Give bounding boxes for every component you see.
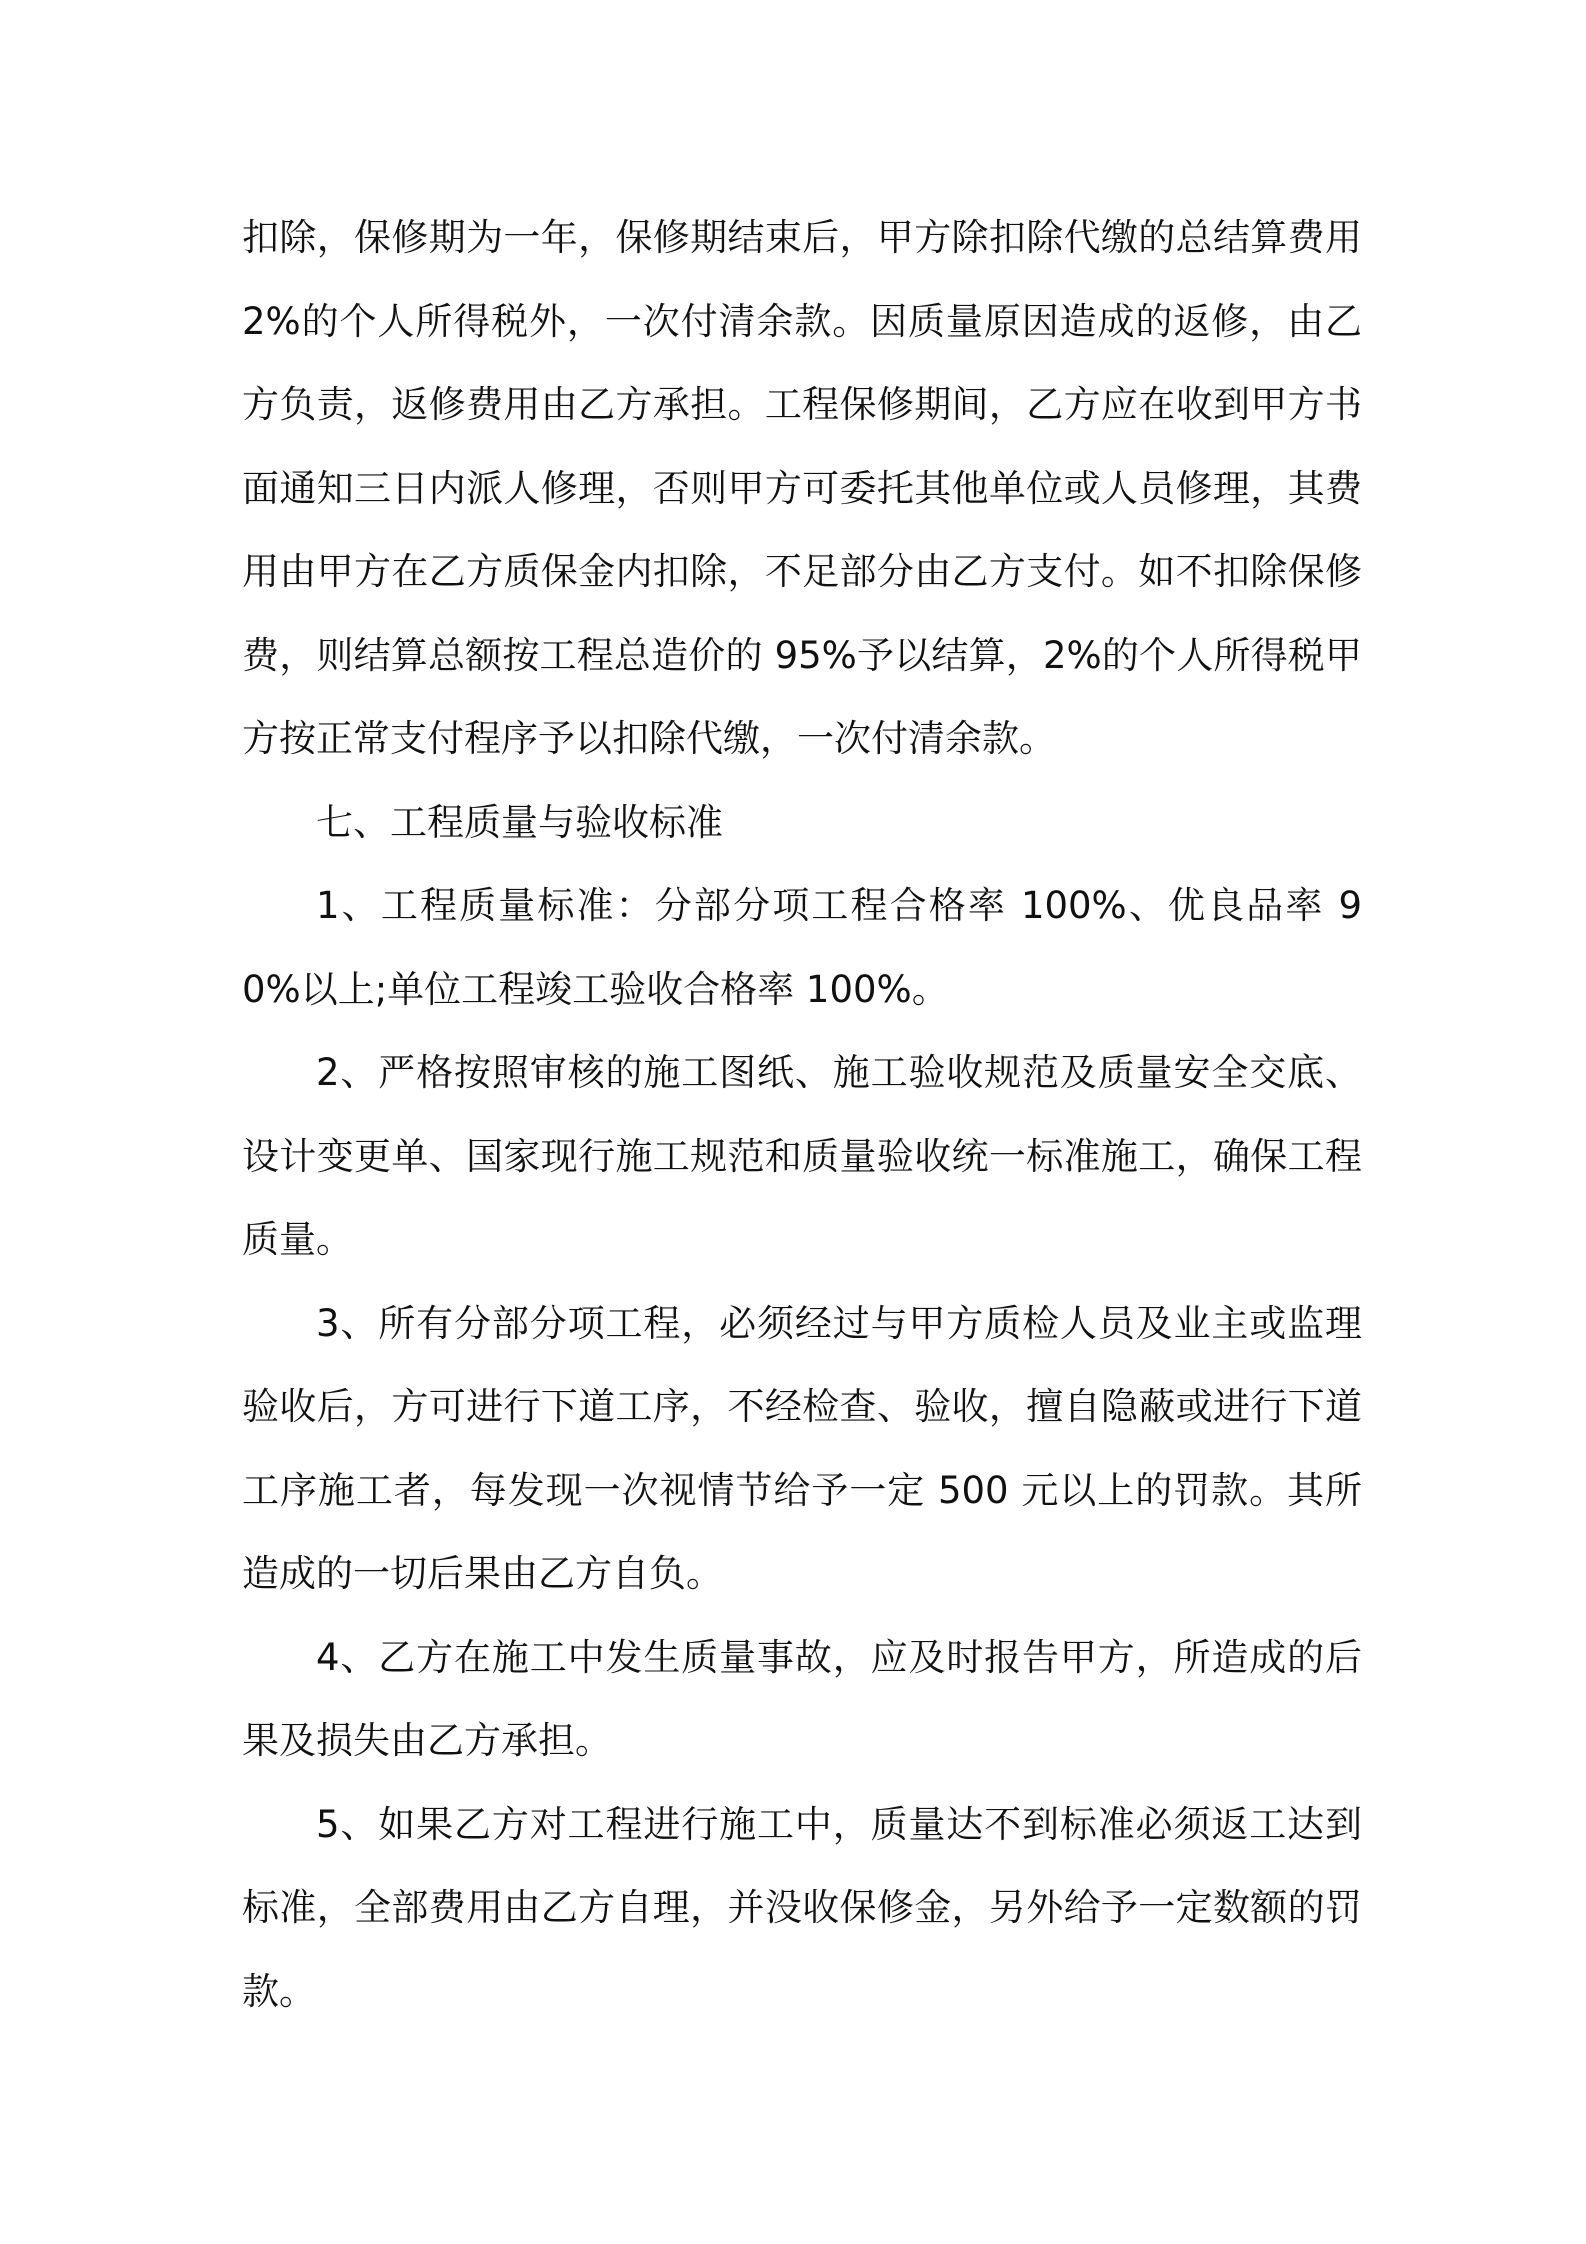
clause-4-quality-accident: 4、乙方在施工中发生质量事故，应及时报告甲方，所造成的后果及损失由乙方承担。 xyxy=(242,1635,1362,1762)
clause-5-rework: 5、如果乙方对工程进行施工中，质量达不到标准必须返工达到标准，全部费用由乙方自理，并没收保修金，另外给予一定数额的罚款。 xyxy=(242,1802,1362,2013)
clause-3-inspection-penalty: 3、所有分部分项工程，必须经过与甲方质检人员及业主或监理验收后，方可进行下道工序，不经检查、验收，擅自隐蔽或进行下道工序施工者，每发现一次视情节给予一定 500 元以上的罚款。其所造成的一切后果由乙方自负。 xyxy=(242,1301,1362,1595)
section-heading-quality-acceptance: 七、工程质量与验收标准 xyxy=(316,800,723,844)
document-body xyxy=(242,196,1362,2033)
paragraph-warranty-payment: 扣除，保修期为一年，保修期结束后，甲方除扣除代缴的总结算费用2%的个人所得税外，一次付清余款。因质量原因造成的返修，由乙方负责，返修费用由乙方承担。工程保修期间，乙方应在收到甲方书面通知三日内派人修理，否则甲方可委托其他单位或人员修理，其费用由甲方在乙方质保金内扣除，不足部分由乙方支付。如不扣除保修费，则结算总额按工程总造价的 95%予以结算，2%的个人所得税甲方按正常支付程序予以扣除代缴，一次付清余款。 xyxy=(242,216,1362,760)
clause-2-construction-specs: 2、严格按照审核的施工图纸、施工验收规范及质量安全交底、设计变更单、国家现行施工规范和质量验收统一标准施工，确保工程质量。 xyxy=(242,1051,1362,1261)
clause-1-quality-standard: 1、工程质量标准：分部分项工程合格率 100%、优良品率 90%以上;单位工程竣工验收合格率 100%。 xyxy=(242,884,1362,1011)
